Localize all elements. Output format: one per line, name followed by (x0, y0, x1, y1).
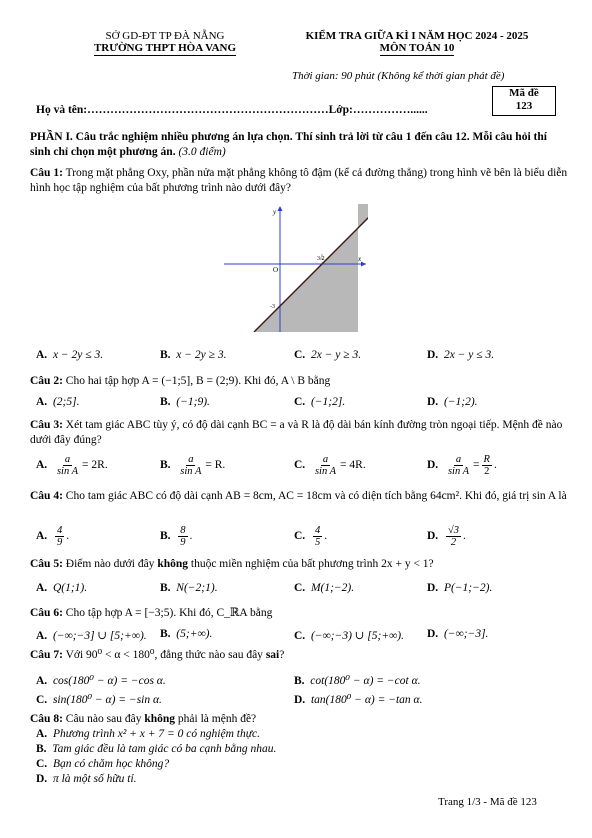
answer-option-label: C. (294, 630, 306, 642)
answer-option-label: D. (36, 773, 48, 785)
answer-option-c (36, 758, 169, 770)
fraction-denominator: 9 (180, 537, 186, 548)
answer-option-label: A. (36, 630, 48, 642)
answer-option-label: C. (294, 530, 306, 543)
graph-shaded-region (254, 204, 368, 332)
question-3-text: Xét tam giác ABC tùy ý, có độ dài cạnh BC = a và R là độ dài bán kính đường tròn ngoại tiếp. Mệnh đề nào dưới đây đúng? (30, 419, 563, 446)
answer-fraction (446, 525, 461, 548)
school-name-text: TRƯỜNG THPT HÒA VANG (93, 42, 237, 54)
answer-option-rest: . (324, 530, 328, 543)
question-2-text: Cho hai tập hợp A = (−1;5], B = (2;9). Khi đó, A \ B bằng (65, 375, 331, 387)
answer-option-rest: = R. (205, 459, 226, 472)
subject-line (282, 42, 552, 56)
answer-option-c (294, 582, 354, 594)
answer-option-label: D. (294, 694, 306, 706)
fraction-denominator: 5 (314, 537, 321, 548)
question-6 (30, 606, 570, 621)
fraction-numerator: a (455, 454, 462, 465)
question-8-text-after: phải là mệnh đề? (175, 713, 257, 725)
answer-option-text: M(1;−2). (310, 582, 355, 594)
answer-option-c (294, 454, 366, 477)
answer-option-label: D. (427, 628, 439, 640)
answer-option-label: C. (36, 694, 48, 706)
answer-option-text: sin(180⁰ − α) = −sin α. (52, 694, 162, 706)
answer-option-label: A. (36, 675, 48, 687)
answer-option-label: C. (294, 349, 306, 361)
fraction-numerator: a (188, 454, 194, 465)
answer-option-label: B. (294, 675, 305, 687)
fraction-numerator: 4 (314, 525, 321, 536)
answer-option-b (294, 673, 421, 687)
answer-option-c (36, 692, 162, 706)
answer-fraction (313, 525, 322, 548)
answer-option-rest: = (473, 459, 480, 472)
subject-text: MÔN TOÁN 10 (379, 42, 455, 54)
question-7 (30, 648, 570, 663)
answer-option-text: 2x − y ≤ 3. (443, 349, 495, 361)
exam-title: KIỂM TRA GIỮA KÌ I NĂM HỌC 2024 - 2025 (305, 30, 529, 42)
fraction-numerator: R (483, 454, 490, 465)
fraction-denominator: 2 (484, 466, 490, 477)
answer-option-text: cot(180⁰ − α) = −cot α. (310, 675, 421, 687)
answer-option-text: (−1;2). (443, 396, 478, 408)
answer-option-text: Tam giác đều là tam giác có ba cạnh bằng nhau. (52, 743, 277, 755)
question-2 (30, 374, 570, 389)
answer-option-d (427, 628, 488, 640)
answer-option-d (427, 525, 466, 548)
answer-option-text: (5;+∞). (176, 628, 213, 640)
answer-option-a (36, 454, 108, 477)
question-5-label: Câu 5: (30, 558, 63, 570)
answer-option-label: D. (427, 459, 439, 472)
answer-option-rest-2: . (493, 459, 497, 472)
answer-option-d (427, 582, 492, 594)
fraction-numerator: √3 (447, 525, 459, 536)
answer-option-b (160, 582, 218, 594)
answer-option-text: (−∞;−3] ∪ [5;+∞). (52, 630, 147, 642)
answer-option-text: (−1;2]. (310, 396, 346, 408)
question-6-text: Cho tập hợp A = [−3;5). Khi đó, C_ℝA bằng (65, 607, 273, 619)
answer-option-b (160, 396, 210, 408)
graph-x-label: x (358, 255, 362, 263)
question-8-text-before: Câu nào sau đây (65, 713, 145, 725)
answer-option-rest: . (462, 530, 466, 543)
part1-title-text: PHẦN I. Câu trắc nghiệm nhiều phương án lựa chọn. Thí sinh trả lời từ câu 1 đến câu 12. Mỗi câu hỏi thí sinh chỉ chọn một phương án. (30, 131, 547, 158)
answer-option-b (160, 525, 192, 548)
answer-fraction (55, 454, 80, 477)
answer-option-a (36, 728, 260, 740)
answer-option-text: Phương trình x² + x + 7 = 0 có nghiệm thực. (52, 728, 260, 740)
school-name (60, 42, 270, 56)
fraction-denominator: 2 (450, 537, 457, 548)
answer-option-a (36, 396, 79, 408)
part1-points: (3.0 điểm) (178, 146, 226, 158)
answer-option-label: C. (36, 758, 48, 770)
answer-option-c (294, 396, 345, 408)
answer-option-text: tan(180⁰ − α) = −tan α. (310, 694, 423, 706)
answer-option-text: cos(180⁰ − α) = −cos α. (52, 675, 166, 687)
answer-option-text: x − 2y ≥ 3. (176, 349, 227, 361)
answer-fraction-2 (482, 454, 492, 477)
header-right (282, 30, 552, 56)
answer-option-text: Bạn có chăm học không? (52, 758, 170, 770)
answer-option-b (160, 454, 225, 477)
answer-option-b (160, 628, 212, 640)
fraction-denominator: sin A (180, 466, 202, 477)
fraction-numerator: a (322, 454, 329, 465)
question-8-text-bold: không (144, 713, 176, 725)
graph-x-arrow (361, 262, 366, 267)
question-1-label: Câu 1: (30, 167, 63, 179)
exam-time: Thời gian: 90 phút (Không kể thời gian phát đề) (292, 70, 505, 82)
answer-option-d (427, 454, 497, 477)
fraction-denominator: sin A (447, 466, 470, 477)
answer-option-label: B. (160, 530, 171, 543)
graph-origin-label: O (273, 266, 279, 274)
answer-option-label: B. (160, 396, 171, 408)
answer-option-text: π là một số hữu tỉ. (52, 773, 137, 785)
answer-option-label: C. (294, 396, 306, 408)
answer-fraction (313, 454, 338, 477)
exam-code-value: 123 (515, 100, 533, 112)
question-4-label: Câu 4: (30, 490, 63, 502)
page-footer: Trang 1/3 - Mã đề 123 (438, 796, 537, 808)
answer-option-label: A. (36, 530, 48, 543)
question-7-text-after: ? (279, 649, 285, 661)
question-7-text-before: Với 90⁰ < α < 180⁰, đẳng thức nào sau đây (65, 649, 266, 661)
exam-code-box (492, 86, 556, 116)
q1-graph (222, 204, 368, 332)
fraction-denominator: sin A (314, 466, 337, 477)
answer-option-label: B. (160, 459, 171, 472)
answer-option-label: D. (427, 396, 439, 408)
graph-x-tick-label: 3/2 (317, 256, 325, 262)
fraction-denominator: 9 (56, 537, 63, 548)
answer-option-text: (−1;9). (176, 396, 210, 408)
answer-fraction (178, 525, 187, 548)
answer-option-text: (−∞;−3]. (443, 628, 489, 640)
answer-fraction (55, 525, 64, 548)
answer-option-label: B. (160, 582, 171, 594)
answer-option-label: D. (427, 349, 439, 361)
answer-option-rest: = 2R. (82, 459, 108, 472)
answer-option-label: B. (160, 349, 171, 361)
answer-option-label: D. (427, 582, 439, 594)
department-name: SỞ GD-ĐT TP ĐÀ NẴNG (105, 30, 225, 42)
fraction-numerator: 4 (56, 525, 63, 536)
student-name-line: Họ và tên:………………………………………………………Lớp:……………...... (36, 104, 428, 116)
question-7-text-bold: sai (265, 649, 280, 661)
answer-option-rest: . (66, 530, 70, 543)
answer-option-c (294, 525, 327, 548)
answer-option-label: C. (294, 582, 306, 594)
part1-title (30, 130, 570, 160)
answer-option-text: (−∞;−3) ∪ [5;+∞). (310, 630, 404, 642)
answer-option-d (427, 396, 478, 408)
answer-option-b (160, 349, 226, 361)
answer-option-rest: . (189, 530, 193, 543)
answer-option-b (36, 743, 276, 755)
question-4 (30, 489, 570, 504)
question-6-label: Câu 6: (30, 607, 63, 619)
question-1-text: Trong mặt phẳng Oxy, phần nửa mặt phẳng không tô đậm (kể cả đường thẳng) trong hình vẽ bên là biểu diễn hình học tập nghiệm của bất phương trình nào dưới đây? (30, 167, 568, 194)
fraction-denominator: sin A (56, 466, 79, 477)
answer-option-d (36, 773, 137, 785)
answer-option-label: C. (294, 459, 306, 472)
question-8-label: Câu 8: (30, 713, 63, 725)
question-1 (30, 166, 570, 196)
answer-option-label: A. (36, 459, 48, 472)
answer-option-a (36, 349, 103, 361)
answer-option-label: A. (36, 396, 48, 408)
answer-option-a (36, 628, 147, 642)
answer-option-text: Q(1;1). (52, 582, 88, 594)
answer-option-label: B. (160, 628, 171, 640)
answer-fraction (178, 454, 203, 477)
question-7-label: Câu 7: (30, 649, 63, 661)
question-5-text-before: Điểm nào dưới đây (65, 558, 158, 570)
question-5 (30, 557, 570, 572)
answer-option-label: B. (36, 743, 47, 755)
answer-fraction (446, 454, 471, 477)
question-4-text: Cho tam giác ABC có độ dài cạnh AB = 8cm, AC = 18cm và có diện tích bằng 64cm². Khi đó, giá trị sin A là (65, 490, 567, 502)
answer-option-label: A. (36, 582, 48, 594)
graph-y-tick-label: -3 (270, 304, 275, 310)
question-5-text-after: thuộc miền nghiệm của bất phương trình 2x + y < 1? (188, 558, 434, 570)
answer-option-text: 2x − y ≥ 3. (310, 349, 362, 361)
answer-option-d (294, 692, 422, 706)
answer-option-c (294, 349, 361, 361)
answer-option-a (36, 582, 87, 594)
answer-option-a (36, 525, 69, 548)
question-3-label: Câu 3: (30, 419, 63, 431)
answer-option-label: D. (427, 530, 439, 543)
answer-option-text: N(−2;1). (176, 582, 218, 594)
header-left (60, 30, 270, 56)
answer-option-rest: = 4R. (340, 459, 366, 472)
question-2-label: Câu 2: (30, 375, 63, 387)
answer-option-c (294, 628, 404, 642)
answer-option-label: A. (36, 728, 48, 740)
fraction-numerator: a (64, 454, 71, 465)
answer-option-text: P(−1;−2). (443, 582, 493, 594)
question-8 (30, 712, 570, 727)
answer-option-label: A. (36, 349, 48, 361)
exam-code-label: Mã đề (509, 87, 539, 99)
fraction-numerator: 8 (180, 525, 186, 536)
answer-option-a (36, 673, 166, 687)
question-3 (30, 418, 570, 448)
answer-option-d (427, 349, 494, 361)
question-5-text-bold: không (157, 558, 188, 570)
graph-y-label: y (273, 208, 277, 216)
answer-option-text: x − 2y ≤ 3. (52, 349, 104, 361)
graph-y-arrow (278, 206, 283, 211)
answer-option-text: (2;5]. (52, 396, 80, 408)
